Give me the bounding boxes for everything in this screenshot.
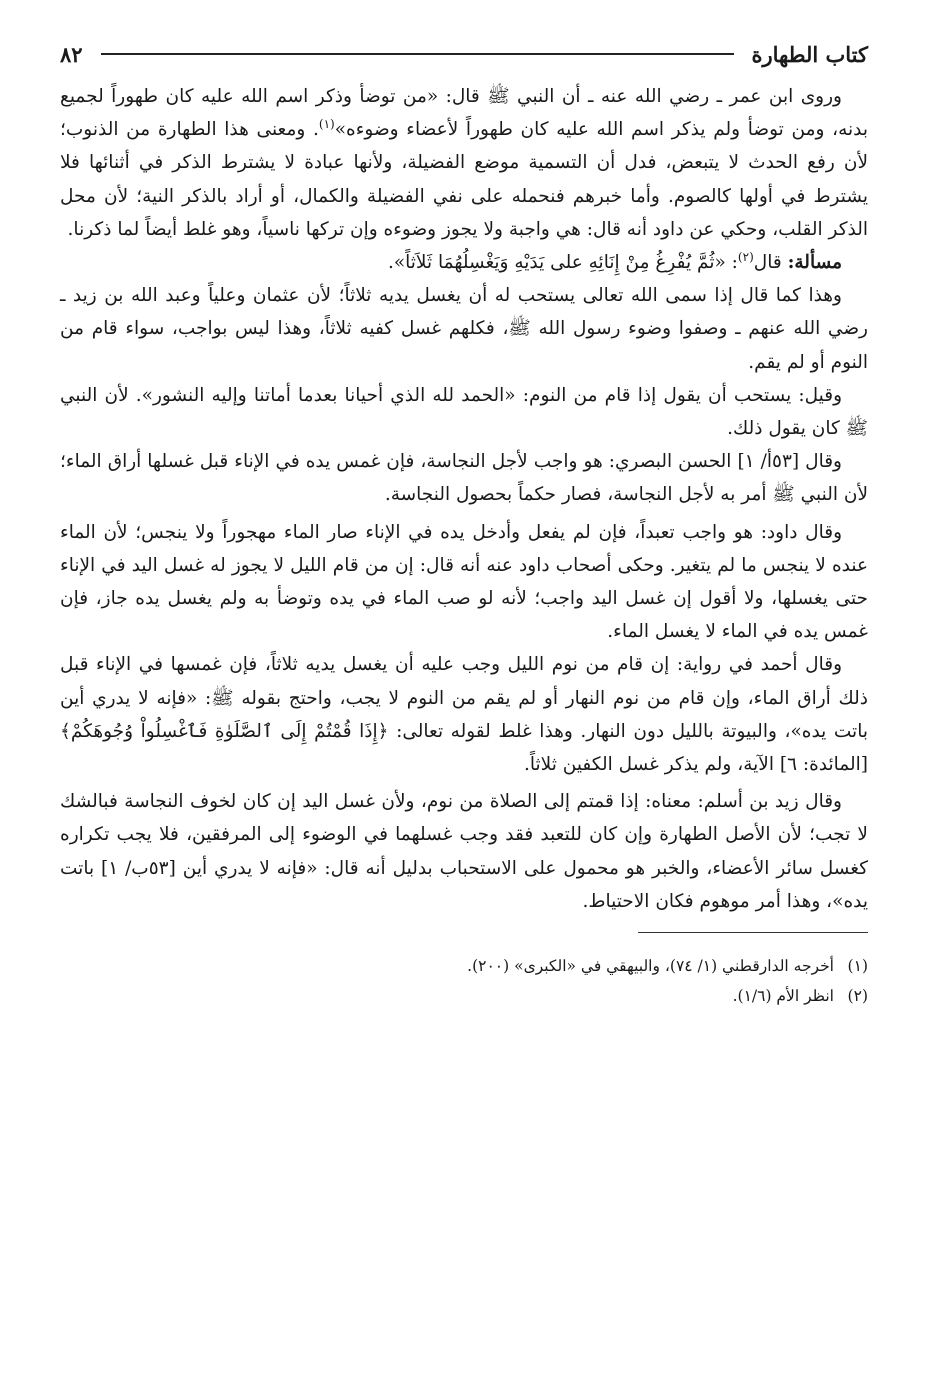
paragraph-4 xyxy=(60,379,868,445)
paragraph-text: وقيل: يستحب أن يقول إذا قام من النوم: «الحمد لله الذي أحيانا بعدما أماتنا وإليه النشور». لأن النبي ﷺ كان يقول ذلك. xyxy=(60,384,868,440)
book-title: كتاب الطهارة xyxy=(751,41,868,67)
page-header xyxy=(60,30,868,78)
paragraph-tail: . ومعنى هذا الطهارة من الذنوب؛ لأن رفع الحدث لا يتبعض، فدل أن التسمية موضع الفضيلة، ولأنها عبادة لا يشترط الذكر في أثنائها فلا يشترط في أولها كالصوم. وأما خبرهم فنحمله على نفي الفضيلة والكمال، أو أراد بالذكر النية؛ لأن محل الذكر القلب، وحكي عن داود أنه قال: هي واجبة ولا يجوز وضوءه وإن تركها ناسياً، وهو غلط أيضاً لما ذكرنا. xyxy=(60,119,868,240)
footnote-1 xyxy=(60,951,868,981)
paragraph-2 xyxy=(60,246,868,279)
document-page xyxy=(60,30,868,1011)
footnote-number: (٢) xyxy=(847,987,868,1006)
page-number: ٨٢ xyxy=(60,41,83,67)
footnote-ref-2: (٢) xyxy=(737,249,754,264)
paragraph-text: وقال داود: هو واجب تعبداً، فإن لم يفعل وأدخل يده في الإناء صار الماء مهجوراً ولا ينجس؛ لأن الماء عنده لا ينجس ما لم يتغير. وحكى أصحاب داود عنه أنه قال: إن من قام الليل لا يجوز له غسل اليد في الإناء حتى يغسلها، ولا أقول إن غسل اليد واجب؛ لأنه لو صب الماء في يده وتوضأ به ولم يغسل يده جاز، فإن غمس يده في الماء لا يغسل الماء. xyxy=(60,521,868,643)
paragraph-text: وهذا كما قال إذا سمى الله تعالى يستحب له أن يغسل يديه ثلاثاً؛ لأن عثمان وعلياً وعبد الله بن زيد ـ رضي الله عنهم ـ وصفوا وضوء رسول الله ﷺ، فكلهم غسل كفيه ثلاثاً، وهذا ليس بواجب، سواء قام من النوم أو لم يقم. xyxy=(60,285,868,373)
paragraph-6 xyxy=(60,516,868,649)
paragraph-text: وقال أحمد في رواية: إن قام من نوم الليل وجب عليه أن يغسل يديه ثلاثاً، فإن غمسها في الإناء قبل ذلك أراق الماء، وإن قام من نوم النهار أو لم يقم من النوم لا يجب، واحتج بقوله ﷺ: «فإنه لا يدري أين باتت يده»، والبيوتة بالليل دون النهار. وهذا غلط لقوله تعالى: ﴿إِذَا قُمْتُمْ إِلَى ٱلصَّلَوٰةِ فَٱغْسِلُواْ وُجُوهَكُمْ﴾ [المائدة: ٦] الآية، ولم يذكر غسل الكفين ثلاثاً. xyxy=(60,654,868,776)
paragraph-5 xyxy=(60,445,868,511)
footnote-text: انظر الأم (١/٦). xyxy=(732,987,834,1006)
paragraph-1 xyxy=(60,80,868,246)
header-rule xyxy=(101,53,734,55)
paragraph-7 xyxy=(60,648,868,781)
paragraph-text: وقال زيد بن أسلم: معناه: إذا قمتم إلى الصلاة من نوم، ولأن غسل اليد إن كان لخوف النجاسة فبالشك لا تجب؛ لأن الأصل الطهارة وإن كان للتعبد فقد وجب غسلهما في الوضوء إلى المرفقين، فلا يجب تكراره كغسل سائر الأعضاء، والخبر هو محمول على الاستحباب بدليل أنه قال: «فإنه لا يدري أين [٥٣ب/ ١] باتت يده»، وهذا أمر موهوم فكان الاحتياط. xyxy=(60,791,869,912)
paragraph-8 xyxy=(60,785,868,918)
paragraph-text: قال xyxy=(753,252,788,274)
paragraph-tail: : «ثُمَّ يُفْرِغُ مِنْ إِنَائِهِ على يَدَيْهِ وَيَغْسِلُهُمَا ثَلاَثاً». xyxy=(387,252,738,274)
footnote-separator xyxy=(638,932,868,933)
paragraph-text: وقال [٥٣أ/ ١] الحسن البصري: هو واجب لأجل النجاسة، فإن غمس يده في الإناء قبل غسلها أراق الماء؛ لأن النبي ﷺ أمر به لأجل النجاسة، فصار حكماً بحصول النجاسة. xyxy=(60,451,868,506)
page-body xyxy=(60,80,868,918)
footnotes xyxy=(60,951,868,1011)
issue-label: مسألة: xyxy=(787,252,842,274)
paragraph-3 xyxy=(60,279,868,379)
paragraph-text: وروى ابن عمر ـ رضي الله عنه ـ أن النبي ﷺ قال: «من توضأ وذكر اسم الله عليه كان طهوراً لجميع بدنه، ومن توضأ ولم يذكر اسم الله عليه كان طهوراً لأعضاء وضوءه» xyxy=(60,86,869,141)
footnote-2 xyxy=(60,981,868,1011)
footnote-text: أخرجه الدارقطني (١/ ٧٤)، والبيهقي في «الكبرى» (٢٠٠). xyxy=(467,957,834,976)
footnote-ref-1: (١) xyxy=(318,117,335,132)
footnote-number: (١) xyxy=(847,957,868,976)
